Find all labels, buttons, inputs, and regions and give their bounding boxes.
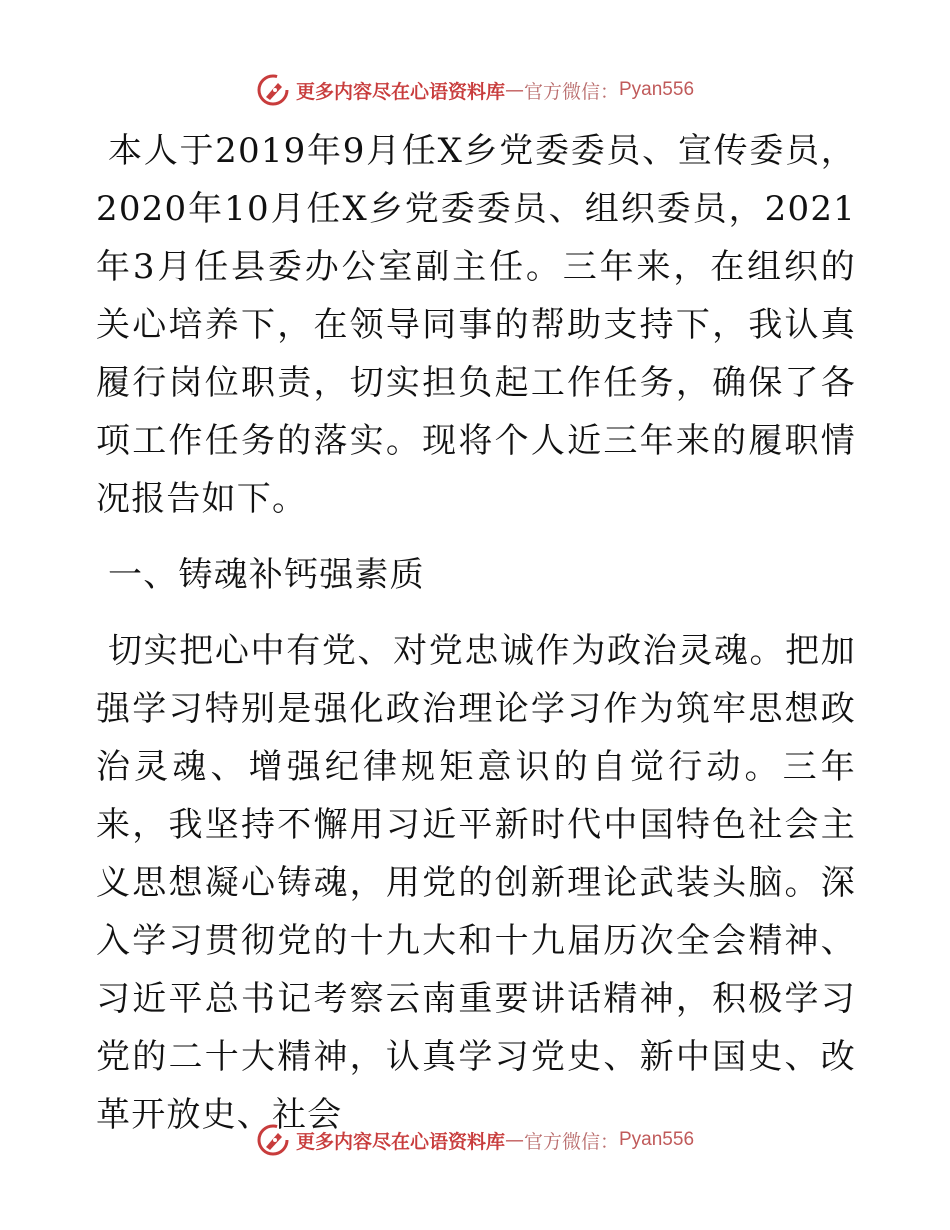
watermark-brand: 更多内容尽在心语资料库 — [295, 1130, 505, 1153]
document-body — [96, 122, 856, 1144]
watermark-dash: — — [504, 1129, 524, 1151]
pen-nib-logo-icon — [256, 1123, 290, 1157]
section-paragraph: 切实把心中有党、对党忠诚作为政治灵魂。把加强学习特别是强化政治理论学习作为筑牢思想政治灵魂、增强纪律规矩意识的自觉行动。三年来，我坚持不懈用习近平新时代中国特色社会主义思想凝心铸魂，用党的创新理论武装头脑。深入学习贯彻党的十九大和十九届历次全会精神、习近平总书记考察云南重要讲话精神，积极学习党的二十大精神，认真学习党史、新中国史、改革开放史、社会 — [96, 631, 856, 1135]
watermark-dash: — — [504, 79, 524, 101]
pen-nib-logo-icon — [256, 73, 290, 107]
watermark-wechat-id: Pyan556 — [619, 79, 695, 100]
section-heading: 一、铸魂补钙强素质 — [108, 555, 425, 595]
watermark-wechat-label: 官方微信： — [523, 80, 619, 103]
watermark-wechat-label: 官方微信： — [523, 1130, 619, 1153]
watermark-header — [0, 70, 950, 110]
intro-paragraph: 本人于2019年9月任X乡党委委员、宣传委员，2020年10月任X乡党委委员、组织委员，2021年3月任县委办公室副主任。三年来，在组织的关心培养下，在领导同事的帮助支持下，我认真履行岗位职责，切实担负起工作任务，确保了各项工作任务的落实。现将个人近三年来的履职情况报告如下。 — [96, 131, 856, 519]
watermark-footer — [0, 1120, 950, 1160]
watermark-wechat-id: Pyan556 — [619, 1129, 695, 1150]
watermark-brand: 更多内容尽在心语资料库 — [295, 80, 505, 103]
